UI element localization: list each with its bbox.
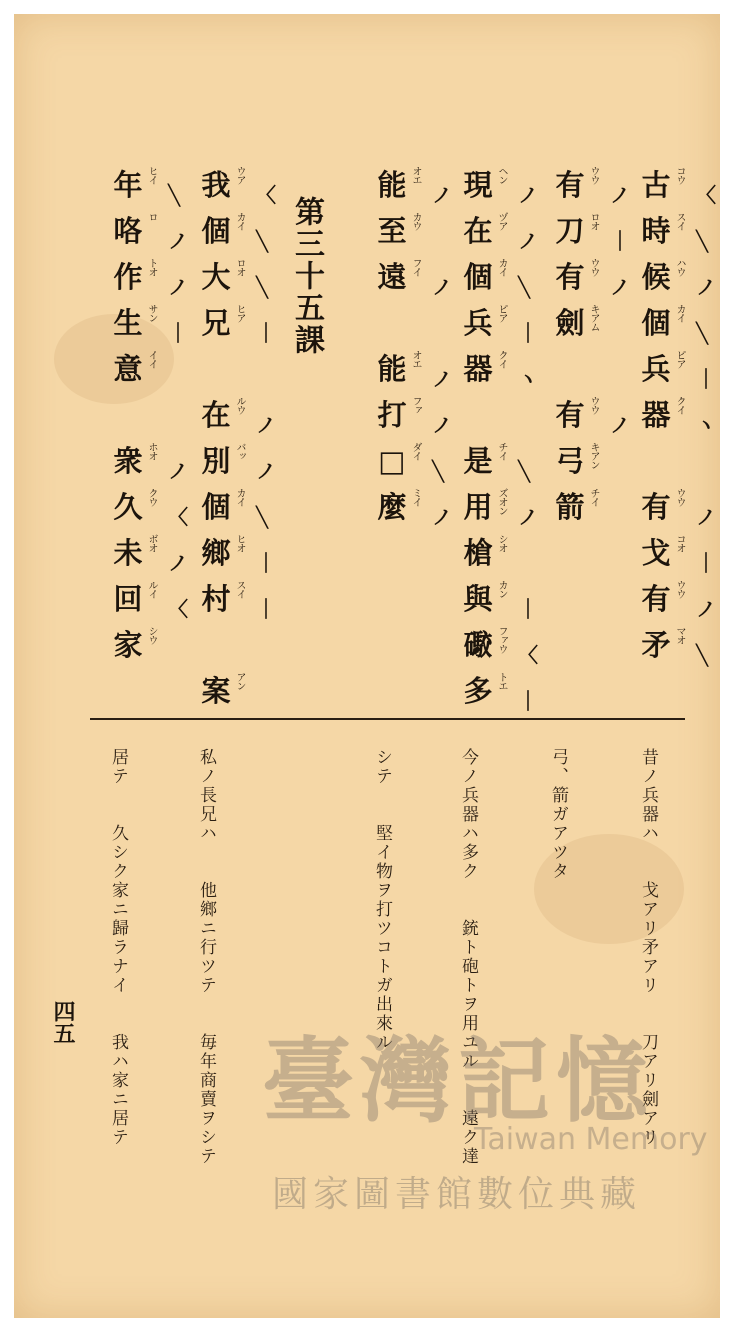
pronunciation-kana: カイ: [234, 488, 245, 506]
chinese-character: [458, 438, 531, 484]
tone-mark: ノ: [696, 505, 716, 529]
tone-mark: ╲: [518, 275, 531, 299]
chinese-character: [372, 392, 452, 438]
tone-mark: 〈: [696, 183, 716, 207]
chinese-character: [108, 484, 188, 530]
watermark-english: Taiwan Memory: [474, 1122, 708, 1157]
pronunciation-kana: アン: [234, 672, 245, 690]
tone-mark: ｜: [610, 229, 630, 253]
tone-mark: ｜: [696, 367, 716, 391]
pronunciation-kana: チイ: [496, 442, 507, 460]
pronunciation-kana: カイ: [234, 212, 245, 230]
watermark-subtitle: 國家圖書館數位典藏: [272, 1174, 642, 1215]
character-glyph: 衆: [113, 444, 143, 478]
chinese-character: [636, 392, 716, 438]
translation-line-3: 今ノ兵器ハ多ク 銃ト砲トヲ用ユル 遠ク達: [458, 748, 478, 1166]
tone-mark: ｜: [256, 597, 276, 621]
tone-mark: 〈: [168, 505, 188, 529]
pronunciation-kana: コウ: [674, 166, 685, 184]
pronunciation-kana: オエ: [410, 166, 421, 184]
pronunciation-kana: クイ: [674, 396, 685, 414]
character-glyph: 個: [201, 490, 231, 524]
tone-mark: ノ: [256, 413, 276, 437]
tone-mark: ノ: [610, 183, 630, 207]
pronunciation-kana: ピア: [496, 304, 507, 322]
character-glyph: 能: [377, 352, 407, 386]
tone-mark: ╲: [168, 183, 181, 207]
translation-line-6: 居テ 久シク家ニ歸ラナイ 我ハ家ニ居テ: [108, 748, 128, 1147]
character-glyph: 戈: [641, 536, 671, 570]
character-glyph: 咯: [113, 214, 143, 248]
pronunciation-kana: ファ: [410, 396, 421, 414]
page-number: 四五: [50, 1000, 76, 1044]
pronunciation-kana: ヒイ: [146, 166, 157, 184]
chinese-character: [636, 530, 716, 576]
character-glyph: 別: [201, 444, 231, 478]
chinese-character: [458, 162, 538, 208]
chinese-character: [636, 484, 716, 530]
character-glyph: 鄉: [201, 536, 231, 570]
pronunciation-kana: ヘン: [496, 166, 507, 184]
pronunciation-kana: シオ: [496, 534, 507, 552]
tone-mark: ノ: [168, 459, 188, 483]
chinese-character: [458, 576, 538, 622]
pronunciation-kana: カイ: [496, 258, 507, 276]
chinese-character: [636, 622, 709, 668]
character-glyph: 大: [201, 260, 231, 294]
tone-mark: ノ: [610, 275, 630, 299]
chinese-character: [372, 162, 452, 208]
character-glyph: 生: [113, 306, 143, 340]
pronunciation-kana: ファウ: [496, 626, 507, 653]
tone-mark: ╲: [518, 459, 531, 483]
pronunciation-kana: ルウ: [234, 396, 245, 414]
character-glyph: 久: [113, 490, 143, 524]
character-glyph: 打: [377, 398, 407, 432]
pronunciation-kana: ウア: [234, 166, 245, 184]
chinese-character: [550, 208, 630, 254]
chinese-character: [458, 254, 531, 300]
character-glyph: 麼: [377, 490, 407, 524]
tone-mark: ｜: [256, 321, 276, 345]
chinese-character: [636, 576, 716, 622]
chinese-character: [196, 576, 276, 622]
character-glyph: 有: [555, 398, 585, 432]
tone-mark: ノ: [168, 551, 188, 575]
tone-mark: ｜: [168, 321, 188, 345]
pronunciation-kana: ルイ: [146, 580, 157, 598]
chinese-character: [108, 300, 188, 346]
character-glyph: 箭: [555, 490, 585, 524]
tone-mark: ヽ: [518, 367, 538, 391]
chinese-character: [196, 162, 276, 208]
chinese-character: [458, 300, 538, 346]
tone-mark: ノ: [432, 275, 452, 299]
pronunciation-kana: バッ: [234, 442, 245, 460]
tone-mark: ｜: [518, 597, 538, 621]
pronunciation-kana: シウ: [146, 626, 157, 644]
chinese-character: [108, 530, 188, 576]
chinese-character: [372, 208, 421, 254]
character-glyph: 個: [201, 214, 231, 248]
character-glyph: 時: [641, 214, 671, 248]
tone-mark: ノ: [432, 367, 452, 391]
chinese-character: [458, 484, 538, 530]
chinese-character: [458, 530, 507, 576]
character-glyph: 有: [555, 168, 585, 202]
chinese-character: [636, 346, 716, 392]
tone-mark: ｜: [518, 689, 538, 713]
character-glyph: 兵: [463, 306, 493, 340]
pronunciation-kana: クイ: [496, 350, 507, 368]
pronunciation-kana: ホオ: [146, 442, 157, 460]
pronunciation-kana: イイ: [146, 350, 157, 368]
pronunciation-kana: ミイ: [410, 488, 421, 506]
character-glyph: 古: [641, 168, 671, 202]
tone-mark: ╲: [696, 229, 709, 253]
lesson-title: 第三十五課: [289, 196, 324, 356]
pronunciation-kana: スイ: [234, 580, 245, 598]
character-glyph: 槍: [463, 536, 493, 570]
tone-mark: ╲: [696, 321, 709, 345]
tone-mark: ノ: [256, 459, 276, 483]
pronunciation-kana: ロオ: [588, 212, 599, 230]
pronunciation-kana: ダイ: [410, 442, 421, 460]
tone-mark: ╲: [256, 229, 269, 253]
character-glyph: 在: [201, 398, 231, 432]
chinese-character: [108, 346, 157, 392]
pronunciation-kana: ピア: [674, 350, 685, 368]
tone-mark: ╲: [432, 459, 445, 483]
chinese-character: [550, 438, 599, 484]
character-glyph: 作: [113, 260, 143, 294]
chinese-character: [108, 254, 188, 300]
watermark-logo: 臺灣記憶: [262, 1027, 655, 1135]
character-glyph: 弓: [555, 444, 585, 478]
pronunciation-kana: ヒオ: [234, 534, 245, 552]
character-glyph: 多: [463, 674, 493, 708]
pronunciation-kana: オエ: [410, 350, 421, 368]
character-glyph: 矛: [641, 628, 671, 662]
character-glyph: 年: [113, 168, 143, 202]
character-glyph: 兄: [201, 306, 231, 340]
chinese-column: [458, 162, 538, 714]
chinese-character: [550, 254, 630, 300]
tone-mark: ノ: [610, 413, 630, 437]
chinese-character: [550, 162, 630, 208]
pronunciation-kana: トオ: [146, 258, 157, 276]
chinese-column: [108, 162, 188, 668]
pronunciation-kana: ハウ: [674, 258, 685, 276]
pronunciation-kana: キアン: [588, 442, 599, 469]
character-glyph: 用: [463, 490, 493, 524]
chinese-character: [196, 300, 276, 346]
chinese-column: [372, 162, 452, 530]
pronunciation-kana: ズオン: [496, 488, 507, 515]
chinese-character: [108, 438, 188, 484]
chinese-character: [458, 208, 538, 254]
character-glyph: 現: [463, 168, 493, 202]
pronunciation-kana: カン: [496, 580, 507, 598]
translation-line-2: 弓、箭ガアツタ: [548, 748, 568, 881]
tone-mark: ｜: [696, 551, 716, 575]
pronunciation-kana: キアム: [588, 304, 599, 331]
character-glyph: 刀: [555, 214, 585, 248]
chinese-column: [550, 162, 630, 530]
tone-mark: ╲: [256, 275, 269, 299]
character-glyph: 是: [463, 444, 493, 478]
chinese-character: [196, 484, 269, 530]
chinese-character: [196, 254, 269, 300]
pronunciation-kana: ヒア: [234, 304, 245, 322]
section-divider: [90, 718, 685, 720]
character-glyph: 至: [377, 214, 407, 248]
pronunciation-kana: トエ: [496, 672, 507, 690]
pronunciation-kana: カウ: [410, 212, 421, 230]
character-glyph: 有: [641, 490, 671, 524]
chinese-character: [636, 162, 716, 208]
pronunciation-kana: ウウ: [588, 396, 599, 414]
chinese-character: [550, 392, 630, 438]
character-glyph: 兵: [641, 352, 671, 386]
chinese-character: [372, 346, 452, 392]
character-glyph: 能: [377, 168, 407, 202]
tone-mark: ノ: [168, 275, 188, 299]
pronunciation-kana: サン: [146, 304, 157, 322]
chinese-character: [108, 208, 188, 254]
tone-mark: ノ: [432, 183, 452, 207]
pronunciation-kana: マオ: [674, 626, 685, 644]
tone-mark: ノ: [518, 229, 538, 253]
pronunciation-kana: ウウ: [674, 488, 685, 506]
character-glyph: 我: [201, 168, 231, 202]
chinese-character: [636, 254, 716, 300]
character-glyph: 未: [113, 536, 143, 570]
character-glyph: 礮: [463, 628, 493, 662]
pronunciation-kana: コオ: [674, 534, 685, 552]
chinese-character: [372, 484, 452, 530]
character-glyph: 有: [641, 582, 671, 616]
tone-mark: ヽ: [696, 413, 716, 437]
chinese-character: [196, 392, 276, 438]
character-glyph: 個: [641, 306, 671, 340]
chinese-character: [550, 300, 599, 346]
character-glyph: 遠: [377, 260, 407, 294]
tone-mark: ノ: [518, 183, 538, 207]
pronunciation-kana: ロオ: [234, 258, 245, 276]
translation-line-5: 私ノ長兄ハ 他鄉ニ行ツテ 毎年商賣ヲシテ: [196, 748, 216, 1166]
pronunciation-kana: ウウ: [674, 580, 685, 598]
chinese-character: [636, 300, 709, 346]
chinese-character: [636, 208, 709, 254]
pronunciation-kana: スイ: [674, 212, 685, 230]
chinese-character: [550, 484, 599, 530]
pronunciation-kana: フイ: [410, 258, 421, 276]
translation-line-1: 昔ノ兵器ハ 戈アリ矛アリ 刀アリ劍アリ: [638, 748, 658, 1147]
tone-mark: 〈: [518, 643, 538, 667]
character-glyph: □: [378, 444, 406, 478]
chinese-column: [196, 162, 276, 714]
character-glyph: 案: [201, 674, 231, 708]
character-glyph: 個: [463, 260, 493, 294]
pronunciation-kana: ウウ: [588, 258, 599, 276]
tone-mark: ｜: [518, 321, 538, 345]
chinese-character: [196, 438, 276, 484]
character-glyph: 村: [201, 582, 231, 616]
chinese-character: [108, 622, 157, 668]
character-glyph: 回: [113, 582, 143, 616]
tone-mark: ╲: [696, 643, 709, 667]
tone-mark: 〈: [256, 183, 276, 207]
character-glyph: 候: [641, 260, 671, 294]
tone-mark: ╲: [256, 505, 269, 529]
pronunciation-kana: チイ: [588, 488, 599, 506]
character-glyph: 家: [113, 628, 143, 662]
tone-mark: ノ: [168, 229, 188, 253]
tone-mark: ノ: [518, 505, 538, 529]
pronunciation-kana: ヅア: [496, 212, 507, 230]
character-glyph: 器: [641, 398, 671, 432]
chinese-character: [108, 162, 181, 208]
tone-mark: ノ: [696, 275, 716, 299]
character-glyph: 在: [463, 214, 493, 248]
character-glyph: 與: [463, 582, 493, 616]
pronunciation-kana: ウウ: [588, 166, 599, 184]
chinese-character: [372, 254, 452, 300]
tone-mark: 〈: [168, 597, 188, 621]
pronunciation-kana: ロ: [146, 212, 157, 221]
translation-line-4: シテ 堅イ物ヲ打ツコトガ出來ル: [372, 748, 392, 1052]
chinese-character: [196, 668, 245, 714]
character-glyph: 意: [113, 352, 143, 386]
chinese-character: [458, 622, 538, 668]
chinese-character: [458, 668, 538, 714]
tone-mark: ノ: [432, 413, 452, 437]
chinese-character: [458, 346, 538, 392]
tone-mark: ｜: [256, 551, 276, 575]
pronunciation-kana: クウ: [146, 488, 157, 506]
chinese-character: [372, 438, 445, 484]
chinese-column: [636, 162, 716, 668]
chinese-character: [196, 208, 269, 254]
pronunciation-kana: カイ: [674, 304, 685, 322]
chinese-character: [108, 576, 188, 622]
chinese-character: [196, 530, 276, 576]
character-glyph: 有: [555, 260, 585, 294]
tone-mark: ノ: [432, 505, 452, 529]
character-glyph: 器: [463, 352, 493, 386]
tone-mark: ノ: [696, 597, 716, 621]
character-glyph: 劍: [555, 306, 585, 340]
pronunciation-kana: ボオ: [146, 534, 157, 552]
